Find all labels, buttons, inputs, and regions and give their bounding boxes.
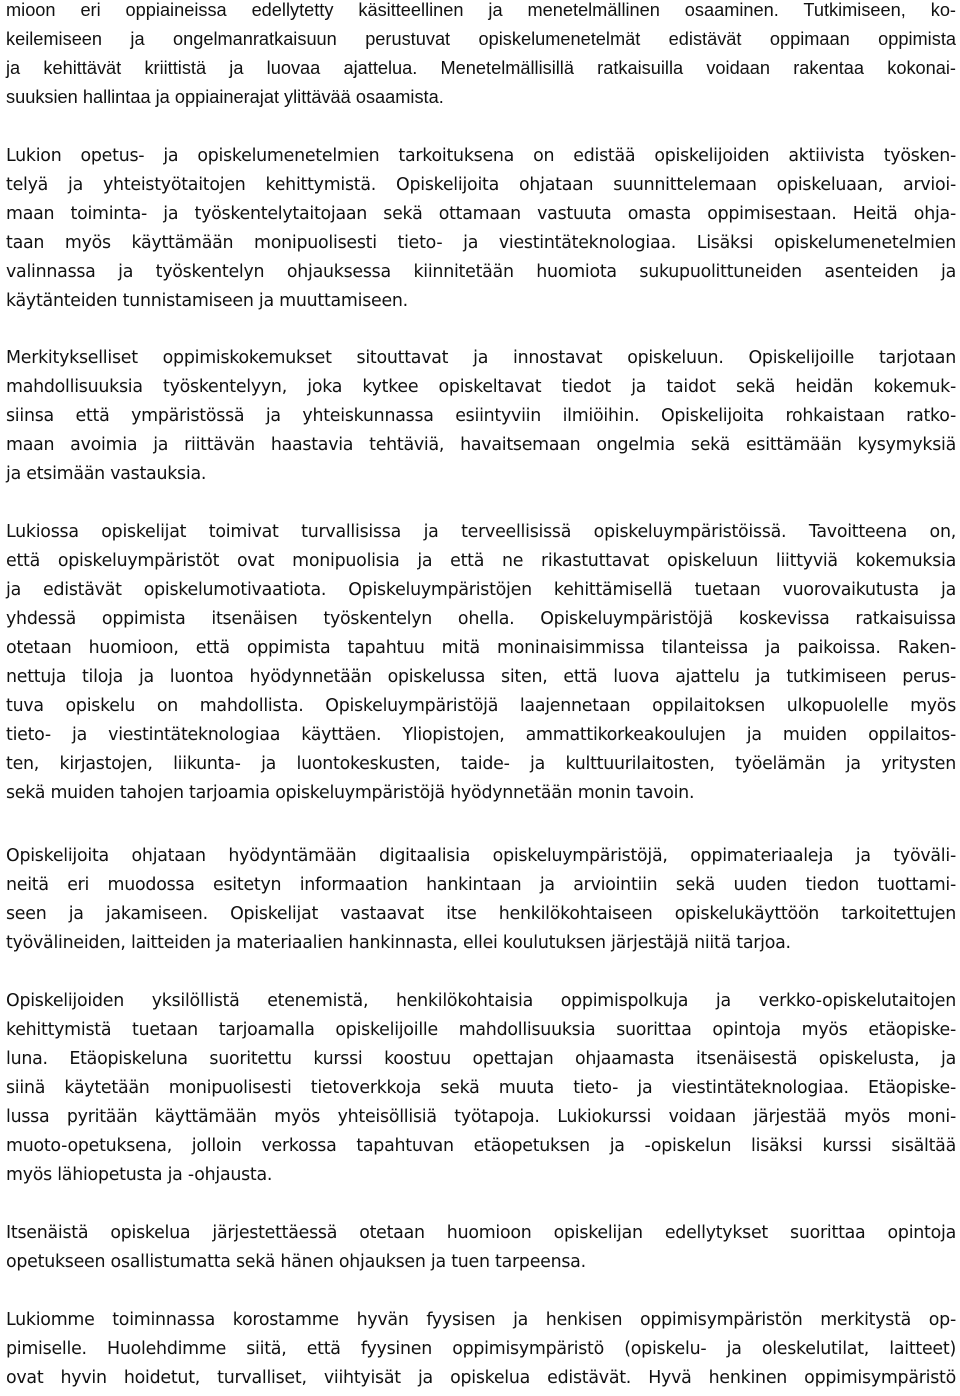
paragraph-4 (6, 518, 956, 808)
text-line: neitä eri muodossa esitetyn informaation hankintaan ja arviointiin sekä uuden tiedon tuottami- (6, 875, 956, 895)
paragraph-1 (6, 0, 956, 112)
text-line: suuksien hallintaa ja oppiainerajat ylittävää osaamista. (6, 87, 444, 107)
paragraph-7 (6, 1219, 956, 1277)
text-line: yhdessä oppimista itsenäisen työskentelyn ohella. Opiskeluympäristöjä koskevissa ratkaisuissa (6, 609, 956, 629)
text-line: myös lähiopetusta ja -ohjausta. (6, 1165, 273, 1185)
text-line: Merkitykselliset oppimiskokemukset sitouttavat ja innostavat opiskeluun. Opiskelijoille tarjotaan (6, 348, 956, 368)
text-line: seen ja jakamiseen. Opiskelijat vastaavat itse henkilökohtaiseen opiskelukäyttöön tarkoitettujen (6, 904, 956, 924)
text-line: opetukseen osallistumatta sekä hänen ohjauksen ja tuen tarpeensa. (6, 1252, 586, 1272)
text-line: telyä ja yhteistyötaitojen kehittymistä. Opiskelijoita ohjataan suunnittelemaan opiskeluaan, arvioi- (6, 175, 956, 195)
text-line: muoto-opetuksena, jolloin verkossa tapahtuvan etäopetuksen ja -opiskelun lisäksi kurssi sisältää (6, 1136, 956, 1156)
text-line: maan avoimia ja riittävän haastavia tehtäviä, havaitsemaan ongelmia sekä esittämään kysymyksiä (6, 435, 956, 455)
text-line: kehittymistä tuetaan tarjoamalla opiskelijoille mahdollisuuksia suorittaa opintoja myös etäopiske- (6, 1020, 956, 1040)
text-line: siinsa että ympäristössä ja yhteiskunnassa esiintyviin ilmiöihin. Opiskelijoita rohkaistaan ratko- (6, 406, 956, 426)
text-line: Opiskelijoiden yksilöllistä etenemistä, henkilökohtaisia oppimispolkuja ja verkko-opiskelutaitojen (6, 991, 956, 1011)
text-line: otetaan huomioon, että oppimista tapahtuu mitä moninaisimmissa tilanteissa ja paikoissa. Raken- (6, 638, 956, 658)
paragraph-8 (6, 1306, 956, 1393)
text-line: sekä muiden tahojen tarjoamia opiskeluympäristöjä hyödynnetään monin tavoin. (6, 783, 695, 803)
text-line: ja etsimään vastauksia. (6, 464, 207, 484)
text-line: Lukion opetus- ja opiskelumenetelmien tarkoituksena on edistää opiskelijoiden aktiivista työsken- (6, 146, 956, 166)
text-line: työvälineiden, laitteiden ja materiaalien hankinnasta, ellei koulutuksen järjestäjä niitä tarjoa. (6, 933, 791, 953)
text-line: lussa pyritään käyttämään myös yhteisöllisiä työtapoja. Lukiokurssi voidaan järjestää myös moni- (6, 1107, 956, 1127)
text-line: valinnassa ja työskentelyn ohjauksessa kiinnitetään huomiota sukupuolittuneiden asenteiden ja (6, 262, 956, 282)
text-line: luna. Etäopiskeluna suoritettu kurssi koostuu opettajan ohjaamasta itsenäisestä opiskelusta, ja (6, 1049, 956, 1069)
text-line: mahdollisuuksia työskentelyyn, joka kytkee opiskeltavat tiedot ja taidot sekä heidän kokemuk- (6, 377, 956, 397)
paragraph-2 (6, 142, 956, 316)
text-line: keilemiseen ja ongelmanratkaisuun perustuvat opiskelumenetelmät edistävät oppimaan oppimista (6, 29, 956, 49)
paragraph-5 (6, 842, 956, 958)
text-line: ovat hyvin hoidetut, turvalliset, viihtyisät ja opiskelua edistävät. Hyvä henkinen oppimisympäristö (6, 1368, 956, 1388)
text-line: maan toiminta- ja työskentelytaitojaan sekä ottamaan vastuuta omasta oppimisestaan. Heitä ohja- (6, 204, 956, 224)
text-line: Itsenäistä opiskelua järjestettäessä otetaan huomioon opiskelijan edellytykset suorittaa opintoja (6, 1223, 956, 1243)
text-line: taan myös käyttämään monipuolisesti tieto- ja viestintäteknologiaa. Lisäksi opiskelumenetelmien (6, 233, 956, 253)
text-line: ten, kirjastojen, liikunta- ja luontokeskusten, taide- ja kulttuurilaitosten, työelämän ja yritysten (6, 754, 956, 774)
text-line: ja kehittävät kriittistä ja luovaa ajattelua. Menetelmällisillä ratkaisuilla voidaan rakentaa kokonai- (6, 58, 956, 78)
text-line: Opiskelijoita ohjataan hyödyntämään digitaalisia opiskeluympäristöjä, oppimateriaaleja ja työväli- (6, 846, 956, 866)
text-line: käytänteiden tunnistamiseen ja muuttamiseen. (6, 291, 408, 311)
text-line: tieto- ja viestintäteknologiaa käyttäen. Yliopistojen, ammattikorkeakoulujen ja muiden oppilaitos- (6, 725, 956, 745)
text-line: tuva opiskelu on mahdollista. Opiskeluympäristöjä laajennetaan oppilaitoksen ulkopuolelle myös (6, 696, 956, 716)
text-line: nettuja tiloja ja luontoa hyödynnetään opiskelussa siten, että luova ajattelu ja tutkimiseen perus- (6, 667, 956, 687)
text-line: Lukiomme toiminnassa korostamme hyvän fyysisen ja henkisen oppimisympäristön merkitystä op- (6, 1310, 956, 1330)
paragraph-6 (6, 987, 956, 1190)
paragraph-3 (6, 344, 956, 489)
text-line: ja edistävät opiskelumotivaatiota. Opiskeluympäristöjen kehittämisellä tuetaan vuorovaikutusta ja (6, 580, 956, 600)
text-line: siinä käytetään monipuolisesti tietoverkkoja sekä muuta tieto- ja viestintäteknologiaa. Etäopiske- (6, 1078, 956, 1098)
text-line: Lukiossa opiskelijat toimivat turvallisissa ja terveellisissä opiskeluympäristöissä. Tavoitteena on, (6, 522, 956, 542)
text-line: mioon eri oppiaineissa edellytetty käsitteellinen ja menetelmällinen osaaminen. Tutkimiseen, ko- (6, 0, 956, 20)
text-line: pimiselle. Huolehdimme siitä, että fyysinen oppimisympäristö (opiskelu- ja oleskelutilat, laitteet) (6, 1339, 956, 1359)
text-line: että opiskeluympäristöt ovat monipuolisia ja että ne rikastuttavat opiskeluun liittyviä kokemuksia (6, 551, 956, 571)
